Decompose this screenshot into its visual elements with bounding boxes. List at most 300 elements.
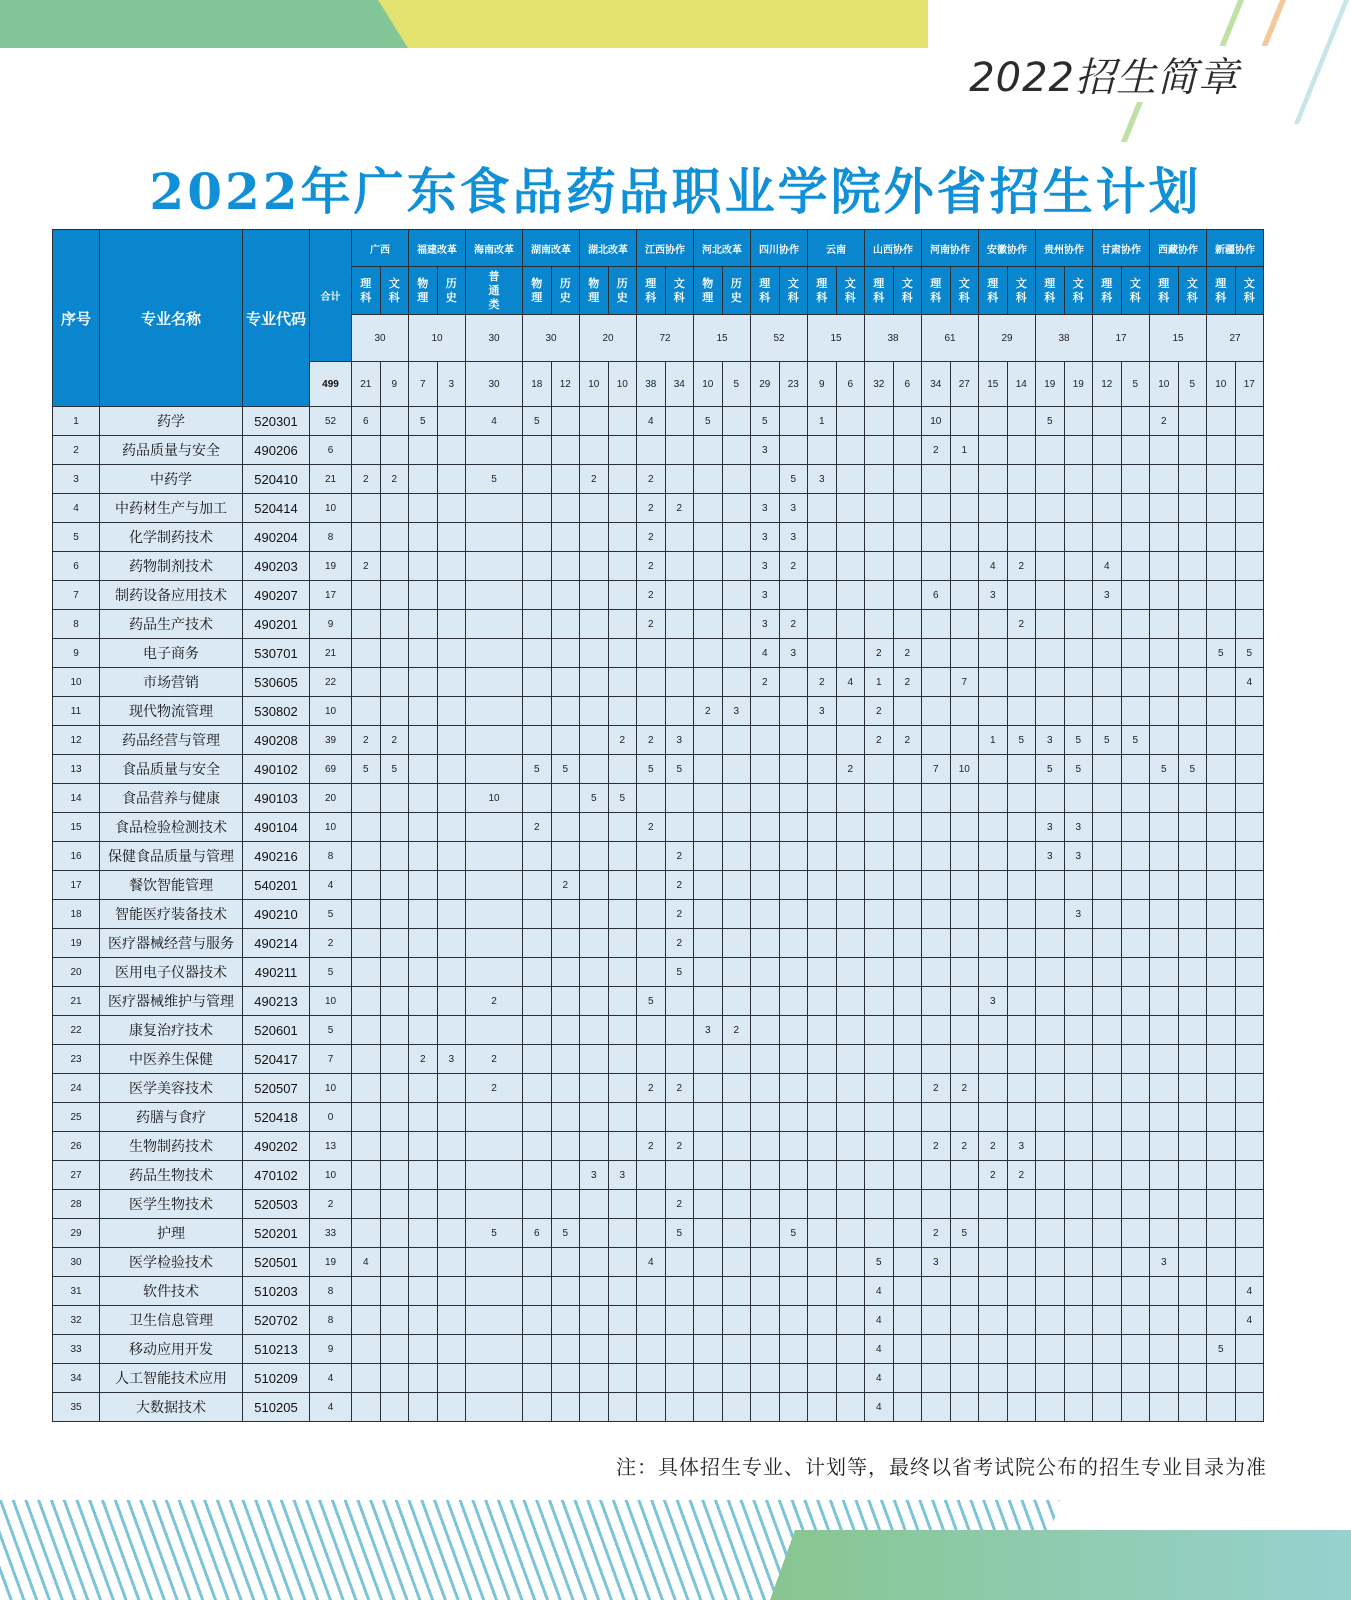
quota-cell bbox=[637, 1045, 666, 1074]
quota-cell: 2 bbox=[409, 1045, 438, 1074]
quota-cell bbox=[1036, 1103, 1065, 1132]
quota-cell bbox=[551, 842, 580, 871]
quota-cell bbox=[779, 1190, 808, 1219]
quota-cell bbox=[466, 1161, 523, 1190]
quota-cell bbox=[437, 1161, 466, 1190]
quota-cell: 4 bbox=[1235, 1277, 1264, 1306]
quota-cell bbox=[409, 784, 438, 813]
major-name: 制药设备应用技术 bbox=[100, 581, 243, 610]
quota-cell bbox=[409, 581, 438, 610]
subject-header: 理 科 bbox=[637, 267, 666, 315]
quota-cell bbox=[551, 1016, 580, 1045]
subject-header: 理 科 bbox=[1036, 267, 1065, 315]
quota-cell bbox=[865, 1161, 894, 1190]
quota-cell bbox=[580, 813, 609, 842]
quota-cell: 3 bbox=[751, 494, 780, 523]
quota-cell bbox=[466, 1335, 523, 1364]
quota-cell bbox=[1064, 958, 1093, 987]
quota-cell bbox=[1093, 1277, 1122, 1306]
table-row bbox=[53, 900, 1264, 929]
quota-cell bbox=[1121, 958, 1150, 987]
quota-cell bbox=[580, 842, 609, 871]
quota-cell bbox=[751, 1393, 780, 1422]
quota-cell: 5 bbox=[523, 755, 552, 784]
quota-cell bbox=[865, 755, 894, 784]
quota-cell bbox=[836, 494, 865, 523]
major-code: 520417 bbox=[243, 1045, 310, 1074]
quota-cell bbox=[1235, 1161, 1264, 1190]
quota-cell bbox=[409, 552, 438, 581]
row-total: 8 bbox=[310, 842, 352, 871]
row-total: 4 bbox=[310, 1364, 352, 1393]
province-total: 27 bbox=[1207, 315, 1264, 362]
quota-cell bbox=[751, 1045, 780, 1074]
quota-cell bbox=[1235, 929, 1264, 958]
quota-cell bbox=[1121, 1277, 1150, 1306]
quota-cell bbox=[751, 1190, 780, 1219]
quota-cell: 5 bbox=[665, 755, 694, 784]
quota-cell bbox=[751, 1335, 780, 1364]
quota-cell bbox=[352, 523, 381, 552]
quota-cell bbox=[751, 1306, 780, 1335]
quota-cell: 6 bbox=[922, 581, 951, 610]
quota-cell bbox=[893, 842, 922, 871]
quota-cell: 5 bbox=[751, 407, 780, 436]
quota-cell bbox=[580, 900, 609, 929]
major-name: 电子商务 bbox=[100, 639, 243, 668]
quota-cell bbox=[1093, 1074, 1122, 1103]
quota-cell bbox=[950, 1161, 979, 1190]
quota-cell bbox=[922, 610, 951, 639]
quota-cell bbox=[1064, 1335, 1093, 1364]
quota-cell bbox=[1064, 407, 1093, 436]
quota-cell bbox=[1207, 1393, 1236, 1422]
quota-cell bbox=[893, 1161, 922, 1190]
quota-cell bbox=[1150, 1103, 1179, 1132]
quota-cell: 2 bbox=[779, 610, 808, 639]
quota-cell: 3 bbox=[1036, 813, 1065, 842]
quota-cell bbox=[1178, 871, 1207, 900]
province-total: 30 bbox=[352, 315, 409, 362]
quota-cell bbox=[1207, 1074, 1236, 1103]
quota-cell bbox=[836, 1306, 865, 1335]
province-header: 湖北改革 bbox=[580, 230, 637, 267]
quota-cell bbox=[893, 1016, 922, 1045]
quota-cell: 2 bbox=[352, 726, 381, 755]
quota-cell bbox=[1093, 929, 1122, 958]
quota-cell bbox=[1121, 1103, 1150, 1132]
quota-cell bbox=[352, 784, 381, 813]
subject-total: 10 bbox=[1150, 362, 1179, 407]
quota-cell bbox=[1121, 1045, 1150, 1074]
quota-cell bbox=[779, 668, 808, 697]
quota-cell bbox=[1150, 1016, 1179, 1045]
quota-cell bbox=[694, 523, 723, 552]
quota-cell bbox=[523, 929, 552, 958]
quota-cell bbox=[950, 1306, 979, 1335]
quota-cell: 2 bbox=[1150, 407, 1179, 436]
quota-cell bbox=[409, 987, 438, 1016]
quota-cell bbox=[437, 1016, 466, 1045]
quota-cell bbox=[380, 1045, 409, 1074]
quota-cell bbox=[608, 407, 637, 436]
row-total: 10 bbox=[310, 987, 352, 1016]
quota-cell bbox=[1121, 668, 1150, 697]
quota-cell bbox=[779, 407, 808, 436]
quota-cell bbox=[1178, 436, 1207, 465]
quota-cell bbox=[608, 581, 637, 610]
quota-cell bbox=[523, 581, 552, 610]
page-title: 2022年广东食品药品职业学院外省招生计划 bbox=[149, 162, 1202, 221]
quota-cell bbox=[380, 436, 409, 465]
quota-cell bbox=[551, 1074, 580, 1103]
quota-cell bbox=[1064, 871, 1093, 900]
table-row bbox=[53, 958, 1264, 987]
major-name: 医疗器械维护与管理 bbox=[100, 987, 243, 1016]
quota-cell bbox=[1093, 1219, 1122, 1248]
quota-cell bbox=[352, 1364, 381, 1393]
quota-cell bbox=[637, 1103, 666, 1132]
quota-cell bbox=[608, 842, 637, 871]
quota-cell: 4 bbox=[979, 552, 1008, 581]
quota-cell bbox=[1235, 900, 1264, 929]
quota-cell bbox=[1178, 900, 1207, 929]
subject-total: 6 bbox=[893, 362, 922, 407]
name-header: 专业名称 bbox=[100, 230, 243, 407]
quota-cell bbox=[1093, 1161, 1122, 1190]
quota-cell bbox=[1036, 1045, 1065, 1074]
quota-cell bbox=[808, 784, 837, 813]
quota-cell bbox=[523, 1016, 552, 1045]
quota-cell bbox=[836, 929, 865, 958]
quota-cell bbox=[1007, 1277, 1036, 1306]
quota-cell bbox=[865, 552, 894, 581]
quota-cell bbox=[637, 668, 666, 697]
quota-cell: 10 bbox=[922, 407, 951, 436]
quota-cell bbox=[1093, 1016, 1122, 1045]
quota-cell bbox=[380, 871, 409, 900]
quota-cell: 2 bbox=[352, 465, 381, 494]
quota-cell bbox=[893, 581, 922, 610]
quota-cell bbox=[1007, 958, 1036, 987]
row-total: 10 bbox=[310, 1074, 352, 1103]
table-row bbox=[53, 610, 1264, 639]
row-total: 22 bbox=[310, 668, 352, 697]
quota-cell bbox=[979, 1335, 1008, 1364]
quota-cell bbox=[608, 1219, 637, 1248]
major-code: 520201 bbox=[243, 1219, 310, 1248]
quota-cell bbox=[380, 610, 409, 639]
quota-cell bbox=[437, 1277, 466, 1306]
quota-cell bbox=[836, 987, 865, 1016]
quota-cell bbox=[608, 465, 637, 494]
subject-total: 10 bbox=[608, 362, 637, 407]
quota-cell bbox=[979, 668, 1008, 697]
quota-cell bbox=[1093, 784, 1122, 813]
quota-cell bbox=[380, 842, 409, 871]
quota-cell bbox=[580, 1393, 609, 1422]
major-name: 保健食品质量与管理 bbox=[100, 842, 243, 871]
quota-cell bbox=[751, 755, 780, 784]
quota-cell bbox=[1064, 552, 1093, 581]
quota-cell bbox=[1150, 1132, 1179, 1161]
quota-cell bbox=[950, 407, 979, 436]
total-header: 合计 bbox=[310, 230, 352, 362]
quota-cell bbox=[1093, 958, 1122, 987]
quota-cell bbox=[1036, 987, 1065, 1016]
quota-cell bbox=[694, 784, 723, 813]
quota-cell bbox=[1093, 639, 1122, 668]
quota-cell bbox=[1064, 784, 1093, 813]
quota-cell bbox=[608, 987, 637, 1016]
row-total: 5 bbox=[310, 900, 352, 929]
quota-cell bbox=[722, 755, 751, 784]
quota-cell bbox=[637, 842, 666, 871]
quota-cell bbox=[893, 1277, 922, 1306]
row-total: 19 bbox=[310, 1248, 352, 1277]
row-index: 6 bbox=[53, 552, 100, 581]
quota-cell: 3 bbox=[808, 465, 837, 494]
quota-cell bbox=[352, 900, 381, 929]
quota-cell bbox=[893, 523, 922, 552]
province-header: 西藏协作 bbox=[1150, 230, 1207, 267]
quota-cell bbox=[1150, 784, 1179, 813]
subject-total: 17 bbox=[1235, 362, 1264, 407]
quota-cell bbox=[637, 1364, 666, 1393]
quota-cell bbox=[1150, 1277, 1179, 1306]
province-header: 河南协作 bbox=[922, 230, 979, 267]
province-header: 安徽协作 bbox=[979, 230, 1036, 267]
quota-cell bbox=[466, 1277, 523, 1306]
quota-cell bbox=[1235, 726, 1264, 755]
quota-cell bbox=[523, 1364, 552, 1393]
quota-cell bbox=[1207, 929, 1236, 958]
quota-cell bbox=[608, 1335, 637, 1364]
quota-cell bbox=[551, 465, 580, 494]
quota-cell bbox=[665, 784, 694, 813]
quota-cell bbox=[751, 1219, 780, 1248]
quota-cell bbox=[1150, 987, 1179, 1016]
row-index: 33 bbox=[53, 1335, 100, 1364]
quota-cell bbox=[1150, 871, 1179, 900]
quota-cell bbox=[722, 958, 751, 987]
quota-cell bbox=[352, 871, 381, 900]
province-header: 新疆协作 bbox=[1207, 230, 1264, 267]
quota-cell bbox=[580, 668, 609, 697]
quota-cell bbox=[1036, 1074, 1065, 1103]
quota-cell bbox=[694, 813, 723, 842]
quota-cell bbox=[1178, 1219, 1207, 1248]
quota-cell bbox=[580, 1190, 609, 1219]
quota-cell bbox=[580, 1074, 609, 1103]
row-total: 21 bbox=[310, 465, 352, 494]
row-index: 13 bbox=[53, 755, 100, 784]
quota-cell bbox=[380, 784, 409, 813]
quota-cell bbox=[665, 1364, 694, 1393]
province-header: 广西 bbox=[352, 230, 409, 267]
quota-cell bbox=[409, 929, 438, 958]
quota-cell bbox=[922, 987, 951, 1016]
quota-cell bbox=[1178, 1074, 1207, 1103]
quota-cell bbox=[836, 1190, 865, 1219]
quota-cell bbox=[1150, 1335, 1179, 1364]
quota-cell: 3 bbox=[437, 1045, 466, 1074]
row-total: 9 bbox=[310, 610, 352, 639]
quota-cell bbox=[722, 1190, 751, 1219]
quota-cell bbox=[580, 494, 609, 523]
quota-cell bbox=[694, 726, 723, 755]
row-total: 13 bbox=[310, 1132, 352, 1161]
quota-cell bbox=[523, 958, 552, 987]
row-total: 8 bbox=[310, 1306, 352, 1335]
top-green-banner bbox=[0, 0, 410, 48]
quota-cell: 2 bbox=[637, 523, 666, 552]
quota-cell bbox=[1207, 1016, 1236, 1045]
quota-cell bbox=[722, 1306, 751, 1335]
quota-cell bbox=[608, 1103, 637, 1132]
quota-cell bbox=[1150, 436, 1179, 465]
quota-cell bbox=[1121, 784, 1150, 813]
quota-cell bbox=[608, 1248, 637, 1277]
quota-cell bbox=[1178, 1306, 1207, 1335]
quota-cell bbox=[1207, 958, 1236, 987]
quota-cell bbox=[466, 1306, 523, 1335]
quota-cell bbox=[380, 987, 409, 1016]
major-code: 510209 bbox=[243, 1364, 310, 1393]
province-header: 贵州协作 bbox=[1036, 230, 1093, 267]
quota-cell bbox=[694, 1045, 723, 1074]
quota-cell bbox=[466, 1103, 523, 1132]
quota-cell bbox=[922, 1364, 951, 1393]
quota-cell bbox=[1207, 436, 1236, 465]
quota-cell: 2 bbox=[637, 726, 666, 755]
quota-cell bbox=[380, 1248, 409, 1277]
quota-cell bbox=[1093, 1103, 1122, 1132]
subject-header: 文 科 bbox=[380, 267, 409, 315]
quota-cell bbox=[1207, 1277, 1236, 1306]
quota-cell bbox=[1207, 407, 1236, 436]
quota-cell bbox=[1036, 610, 1065, 639]
quota-cell bbox=[580, 1335, 609, 1364]
quota-cell bbox=[1093, 494, 1122, 523]
quota-cell: 5 bbox=[694, 407, 723, 436]
quota-cell bbox=[950, 1016, 979, 1045]
major-name: 医用电子仪器技术 bbox=[100, 958, 243, 987]
table-row bbox=[53, 1219, 1264, 1248]
quota-cell bbox=[1178, 842, 1207, 871]
quota-cell bbox=[1207, 1190, 1236, 1219]
quota-cell bbox=[1235, 871, 1264, 900]
quota-cell bbox=[665, 552, 694, 581]
quota-cell bbox=[409, 1248, 438, 1277]
quota-cell: 3 bbox=[580, 1161, 609, 1190]
quota-cell bbox=[1036, 1335, 1065, 1364]
quota-cell: 4 bbox=[1235, 668, 1264, 697]
quota-cell bbox=[551, 1306, 580, 1335]
major-name: 市场营销 bbox=[100, 668, 243, 697]
quota-cell bbox=[1093, 1364, 1122, 1393]
quota-cell bbox=[1121, 813, 1150, 842]
quota-cell bbox=[637, 1306, 666, 1335]
quota-cell bbox=[1235, 610, 1264, 639]
quota-cell bbox=[950, 465, 979, 494]
quota-cell bbox=[1207, 871, 1236, 900]
quota-cell bbox=[380, 958, 409, 987]
quota-cell bbox=[409, 1132, 438, 1161]
quota-cell bbox=[694, 1190, 723, 1219]
quota-cell bbox=[779, 871, 808, 900]
quota-cell bbox=[950, 610, 979, 639]
subject-total: 30 bbox=[466, 362, 523, 407]
quota-cell bbox=[893, 1103, 922, 1132]
quota-cell bbox=[466, 958, 523, 987]
quota-cell: 2 bbox=[865, 639, 894, 668]
major-name: 现代物流管理 bbox=[100, 697, 243, 726]
quota-cell bbox=[1064, 929, 1093, 958]
quota-cell bbox=[409, 755, 438, 784]
quota-cell: 2 bbox=[637, 610, 666, 639]
quota-cell bbox=[865, 1045, 894, 1074]
quota-cell bbox=[352, 1219, 381, 1248]
quota-cell bbox=[551, 1393, 580, 1422]
quota-cell bbox=[979, 842, 1008, 871]
row-total: 4 bbox=[310, 871, 352, 900]
quota-cell bbox=[722, 900, 751, 929]
quota-cell bbox=[608, 436, 637, 465]
row-total: 5 bbox=[310, 958, 352, 987]
quota-cell bbox=[950, 1393, 979, 1422]
quota-cell: 2 bbox=[1007, 1161, 1036, 1190]
quota-cell bbox=[608, 755, 637, 784]
quota-cell bbox=[580, 436, 609, 465]
quota-cell bbox=[352, 494, 381, 523]
quota-cell: 5 bbox=[466, 465, 523, 494]
quota-cell bbox=[637, 784, 666, 813]
quota-cell bbox=[950, 1248, 979, 1277]
quota-cell bbox=[922, 1016, 951, 1045]
quota-cell bbox=[352, 610, 381, 639]
table-row bbox=[53, 842, 1264, 871]
quota-cell bbox=[1121, 1074, 1150, 1103]
quota-cell bbox=[1235, 581, 1264, 610]
quota-cell: 5 bbox=[665, 1219, 694, 1248]
quota-cell bbox=[694, 1277, 723, 1306]
table-row bbox=[53, 552, 1264, 581]
quota-cell: 2 bbox=[608, 726, 637, 755]
quota-cell bbox=[979, 1277, 1008, 1306]
quota-cell bbox=[1235, 1103, 1264, 1132]
quota-cell bbox=[865, 900, 894, 929]
quota-cell bbox=[751, 958, 780, 987]
province-total: 38 bbox=[865, 315, 922, 362]
quota-cell bbox=[1064, 581, 1093, 610]
quota-cell bbox=[950, 900, 979, 929]
quota-cell bbox=[1093, 436, 1122, 465]
quota-cell bbox=[523, 987, 552, 1016]
major-name: 医学检验技术 bbox=[100, 1248, 243, 1277]
quota-cell bbox=[836, 726, 865, 755]
row-index: 34 bbox=[53, 1364, 100, 1393]
quota-cell: 5 bbox=[551, 1219, 580, 1248]
quota-cell bbox=[808, 523, 837, 552]
quota-cell bbox=[551, 1364, 580, 1393]
quota-cell: 2 bbox=[352, 552, 381, 581]
quota-cell bbox=[893, 610, 922, 639]
quota-cell bbox=[922, 465, 951, 494]
quota-cell bbox=[1178, 1393, 1207, 1422]
quota-cell bbox=[523, 639, 552, 668]
quota-cell bbox=[1064, 1103, 1093, 1132]
